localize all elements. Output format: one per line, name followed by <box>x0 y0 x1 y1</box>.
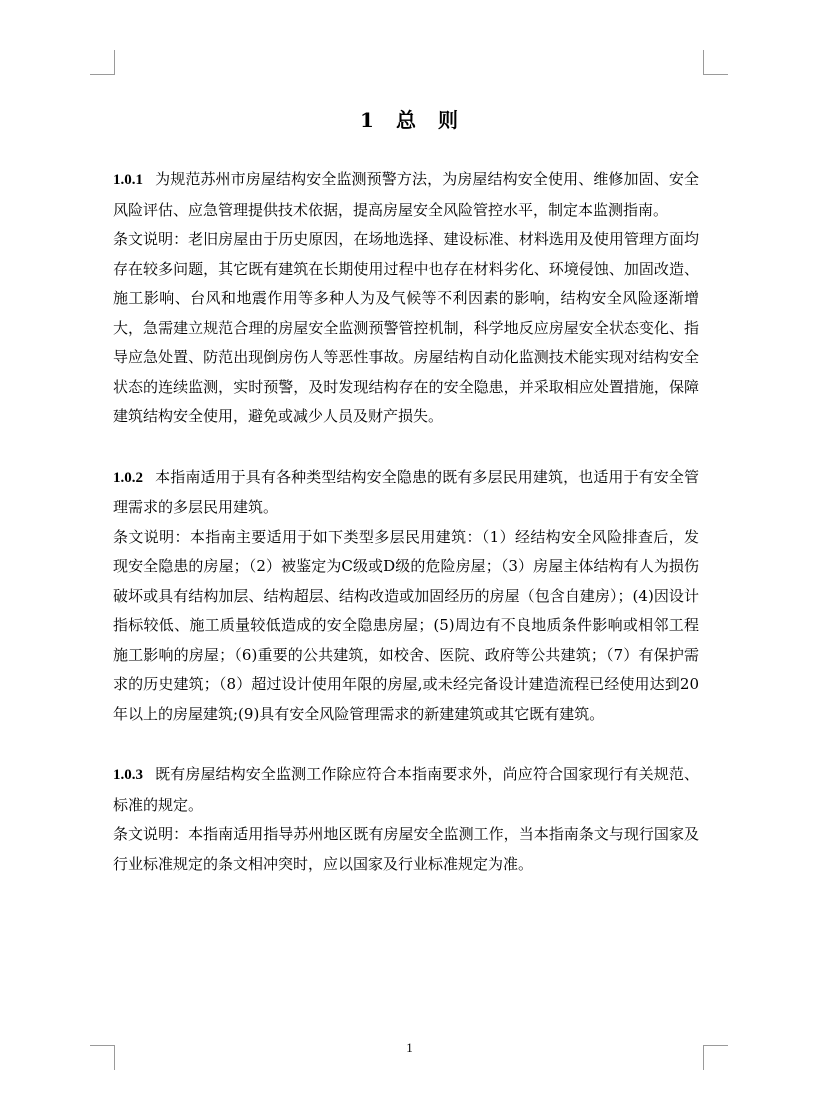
clause-explanation: 条文说明：本指南适用指导苏州地区既有房屋安全监测工作，当本指南条文与现行国家及行业标准规定的条文相冲突时，应以国家及行业标准规定为准。 <box>113 825 699 873</box>
page-number: 1 <box>406 1040 413 1055</box>
clause-1-0-1 <box>113 165 699 225</box>
clause-explanation: 条文说明：老旧房屋由于历史原因，在场地选择、建设标准、材料选用及使用管理方面均存在较多问题，其它既有建筑在长期使用过程中也存在材料劣化、环境侵蚀、加固改造、施工影响、台风和地震作用等多种人为及气候等不利因素的影响，结构安全风险逐渐增大，急需建立规范合理的房屋安全监测预警管控机制，科学地反应房屋安全状态变化、指导应急处置、防范出现倒房伤人等恶性事故。房屋结构自动化监测技术能实现对结构安全状态的连续监测，实时预警，及时发现结构存在的安全隐患，并采取相应处置措施，保障建筑结构安全使用，避免或减少人员及财产损失。 <box>113 230 699 425</box>
clause-number: 1.0.1 <box>113 172 143 188</box>
chapter-heading: 1 总 则 <box>360 108 459 132</box>
clause-number: 1.0.2 <box>113 469 143 486</box>
clause-1-0-3 <box>113 760 699 820</box>
document-body <box>113 165 699 879</box>
clause-explanation: 条文说明：本指南主要适用于如下类型多层民用建筑：（1）经结构安全风险排查后，发现安全隐患的房屋；（2）被鉴定为C级或D级的危险房屋；（3）房屋主体结构有人为损伤破坏或具有结构加层、结构超层、结构改造或加固经历的房屋（包含自建房）；(4)因设计指标较低、施工质量较低造成的安全隐患房屋；(5)周边有不良地质条件影响或相邻工程施工影响的房屋；（6)重要的公共建筑，如校舍、医院、政府等公共建筑；（7）有保护需求的历史建筑；（8）超过设计使用年限的房屋,或未经完备设计建造流程已经使用达到20年以上的房屋建筑;(9)具有安全风险管理需求的新建建筑或其它既有建筑。 <box>113 527 699 723</box>
clause-text: 为规范苏州市房屋结构安全监测预警方法，为房屋结构安全使用、维修加固、安全风险评估、应急管理提供技术依据，提高房屋安全风险管控水平，制定本监测指南。 <box>113 170 699 219</box>
clause-text: 本指南适用于具有各种类型结构安全隐患的既有多层民用建筑，也适用于有安全管理需求的多层民用建筑。 <box>113 467 699 516</box>
clause-1-0-2 <box>113 463 699 523</box>
paragraph-gap <box>113 432 699 463</box>
crop-mark-top-left <box>90 50 115 75</box>
clause-number: 1.0.3 <box>113 767 143 783</box>
clause-text: 既有房屋结构安全监测工作除应符合本指南要求外，尚应符合国家现行有关规范、标准的规定。 <box>113 765 699 814</box>
paragraph-gap <box>113 729 699 760</box>
crop-mark-top-right <box>703 50 728 75</box>
